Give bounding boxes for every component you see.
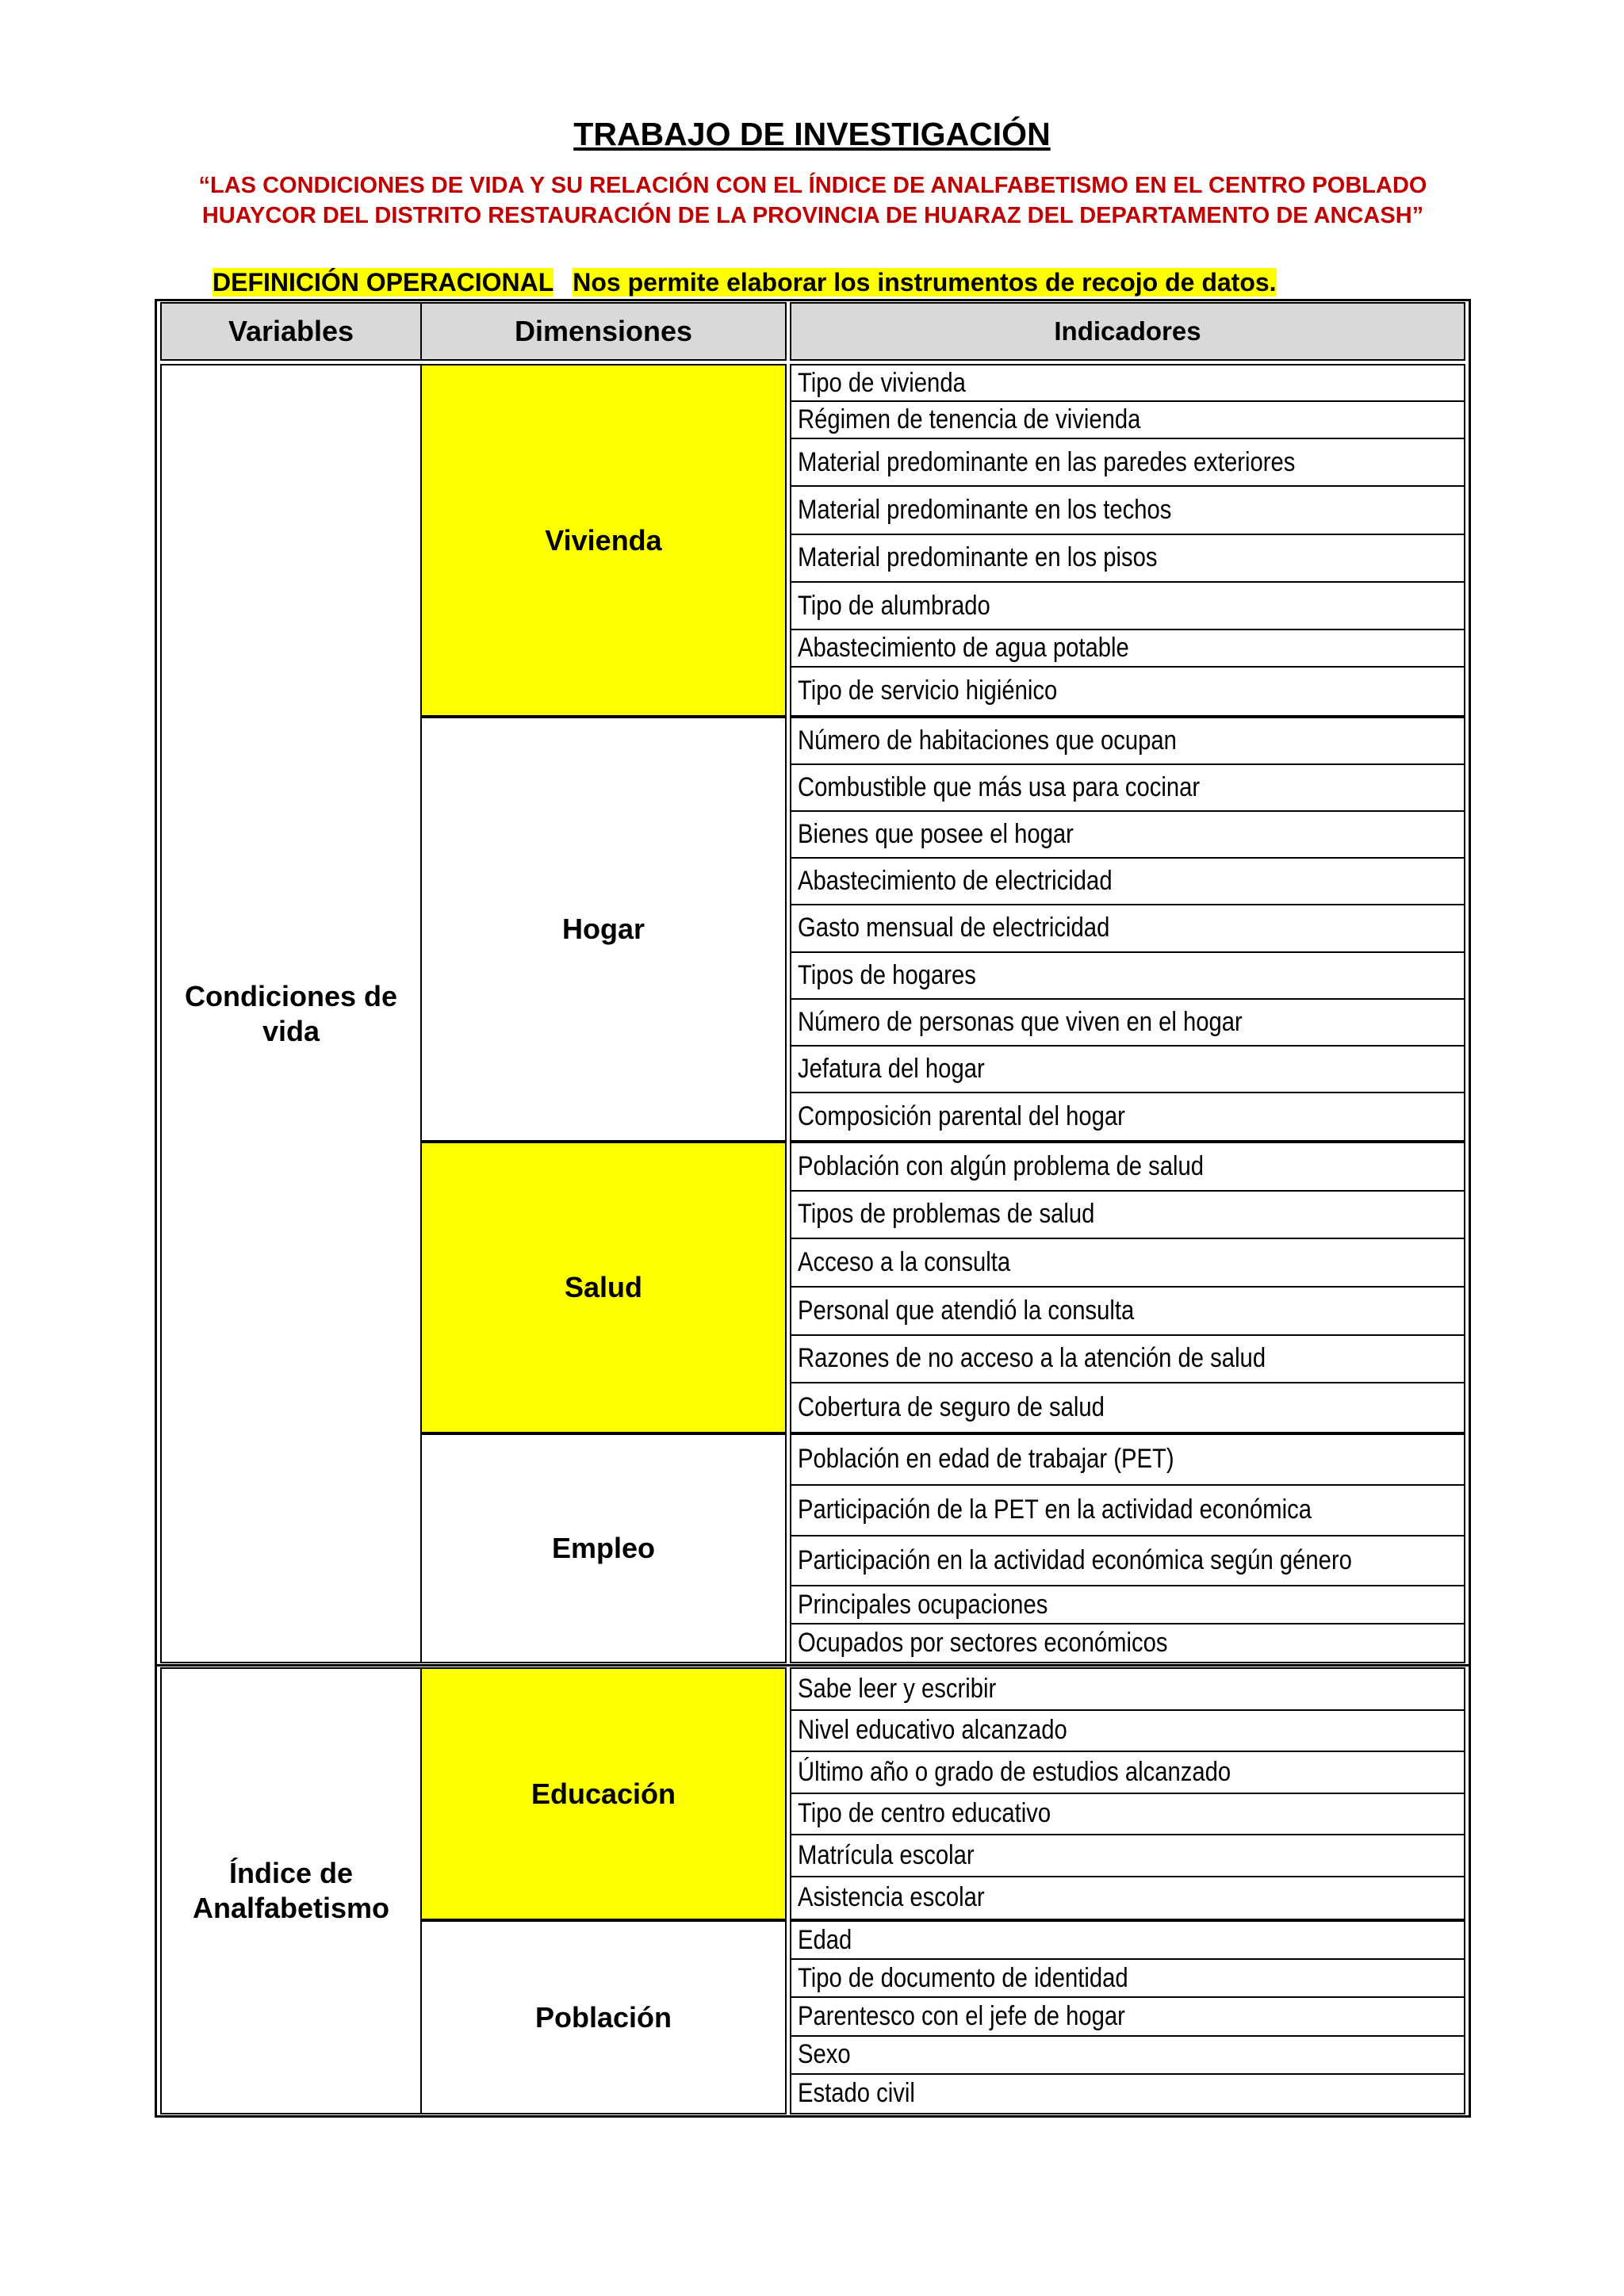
indicator-label: Tipos de problemas de salud (798, 1199, 1095, 1230)
indicator-label: Material predominante en las paredes exteriores (798, 446, 1296, 477)
indicator-label: Sexo (798, 2039, 851, 2070)
variable-separator (155, 1664, 1471, 1667)
page-title: TRABAJO DE INVESTIGACIÓN (573, 116, 1051, 152)
indicator-group (790, 364, 1465, 717)
indicator-row (791, 1047, 1464, 1093)
indicator-label: Régimen de tenencia de vivienda (798, 404, 1141, 435)
indicator-row (791, 1922, 1464, 1960)
indicator-label: Composición parental del hogar (798, 1100, 1125, 1131)
dimension-cell: Población (420, 1920, 787, 2114)
indicator-row (791, 1239, 1464, 1288)
indicator-row (791, 1486, 1464, 1536)
indicator-row (791, 402, 1464, 438)
dimension-cell: Educación (420, 1667, 787, 1920)
indicator-row (791, 668, 1464, 715)
header-dimensiones: Dimensiones (420, 302, 787, 361)
indicator-row (791, 2075, 1464, 2113)
indicator-label: Matrícula escolar (798, 1839, 975, 1870)
indicator-row (791, 1336, 1464, 1384)
dimension-cell: Hogar (420, 717, 787, 1142)
indicator-row (791, 1383, 1464, 1432)
indicator-label: Tipo de alumbrado (798, 590, 990, 621)
subtitle-line-1: “LAS CONDICIONES DE VIDA Y SU RELACIÓN CON EL ÍNDICE DE ANALFABETISMO EN EL CENTRO POBLADO (198, 173, 1427, 198)
indicator-row (791, 365, 1464, 402)
indicator-label: Personal que atendió la consulta (798, 1295, 1135, 1326)
dimension-cell: Salud (420, 1142, 787, 1433)
indicator-label: Tipo de servicio higiénico (798, 675, 1058, 706)
indicator-label: Población con algún problema de salud (798, 1150, 1205, 1181)
indicator-group (790, 1142, 1465, 1433)
indicator-row (791, 718, 1464, 765)
indicator-label: Participación de la PET en la actividad económica (798, 1494, 1312, 1525)
indicator-label: Número de personas que viven en el hogar (798, 1006, 1243, 1037)
indicator-row (791, 1288, 1464, 1336)
indicator-label: Principales ocupaciones (798, 1589, 1048, 1620)
indicator-row (791, 1536, 1464, 1587)
indicator-label: Razones de no acceso a la atención de salud (798, 1343, 1266, 1374)
dimension-cell: Empleo (420, 1433, 787, 1663)
indicator-row (791, 1093, 1464, 1140)
header-variables: Variables (160, 302, 422, 361)
indicator-row (791, 1586, 1464, 1624)
indicator-label: Número de habitaciones que ocupan (798, 725, 1177, 756)
indicator-label: Tipos de hogares (798, 959, 976, 990)
indicator-label: Abastecimiento de agua potable (798, 632, 1129, 663)
indicator-label: Cobertura de seguro de salud (798, 1392, 1105, 1423)
indicator-group (790, 1667, 1465, 1920)
indicator-row (791, 1624, 1464, 1662)
indicator-label: Edad (798, 1924, 852, 1955)
indicator-row (791, 1711, 1464, 1753)
indicator-label: Gasto mensual de electricidad (798, 913, 1110, 943)
dimension-cell: Vivienda (420, 364, 787, 717)
indicator-label: Nivel educativo alcanzado (798, 1715, 1067, 1746)
indicator-label: Ocupados por sectores económicos (798, 1627, 1168, 1658)
subtitle-line-2: HUAYCOR DEL DISTRITO RESTAURACIÓN DE LA PROVINCIA DE HUARAZ DEL DEPARTAMENTO DE ANCASH” (201, 203, 1424, 228)
indicator-row (791, 1794, 1464, 1836)
indicator-row (791, 583, 1464, 630)
indicator-label: Material predominante en los techos (798, 494, 1172, 525)
indicator-label: Abastecimiento de electricidad (798, 866, 1113, 897)
indicator-label: Parentesco con el jefe de hogar (798, 2000, 1125, 2031)
indicator-row (791, 630, 1464, 667)
indicator-row (791, 1000, 1464, 1047)
indicator-label: Tipo de documento de identidad (798, 1962, 1128, 1993)
indicator-label: Combustible que más usa para cocinar (798, 772, 1201, 803)
indicator-row (791, 953, 1464, 1000)
indicator-row (791, 1143, 1464, 1192)
definition-text: Nos permite elaborar los instrumentos de recojo de datos. (573, 268, 1277, 297)
variable-cell: Índice de Analfabetismo (160, 1667, 422, 2114)
indicator-label: Estado civil (798, 2078, 915, 2109)
indicator-row (791, 1192, 1464, 1240)
indicator-group (790, 1433, 1465, 1663)
indicator-row (791, 2037, 1464, 2075)
indicator-label: Tipo de vivienda (798, 367, 966, 398)
indicator-row (791, 859, 1464, 905)
indicator-row (791, 439, 1464, 487)
indicator-row (791, 1877, 1464, 1919)
header-indicadores: Indicadores (790, 302, 1465, 361)
indicator-row (791, 535, 1464, 583)
definition-line (213, 267, 1411, 297)
indicator-label: Bienes que posee el hogar (798, 819, 1074, 850)
definition-label: DEFINICIÓN OPERACIONAL (213, 268, 554, 297)
indicator-row (791, 905, 1464, 952)
indicator-row (791, 812, 1464, 859)
indicator-label: Asistencia escolar (798, 1882, 985, 1913)
indicator-label: Sabe leer y escribir (798, 1673, 997, 1704)
indicator-row (791, 1835, 1464, 1877)
indicator-row (791, 765, 1464, 812)
indicator-row (791, 487, 1464, 534)
indicator-row (791, 1435, 1464, 1486)
indicator-label: Acceso a la consulta (798, 1247, 1011, 1278)
indicator-group (790, 1920, 1465, 2114)
indicator-group (790, 717, 1465, 1142)
indicator-row (791, 1752, 1464, 1794)
variable-cell: Condiciones de vida (160, 364, 422, 1663)
indicator-row (791, 1960, 1464, 1998)
research-subtitle (198, 170, 1427, 231)
indicator-row (791, 1998, 1464, 2036)
indicator-row (791, 1669, 1464, 1711)
indicator-label: Material predominante en los pisos (798, 542, 1158, 573)
indicator-label: Jefatura del hogar (798, 1053, 985, 1084)
indicator-label: Participación en la actividad económica según género (798, 1545, 1352, 1576)
indicator-label: Último año o grado de estudios alcanzado (798, 1756, 1231, 1787)
indicator-label: Población en edad de trabajar (PET) (798, 1444, 1174, 1475)
indicator-label: Tipo de centro educativo (798, 1798, 1051, 1829)
